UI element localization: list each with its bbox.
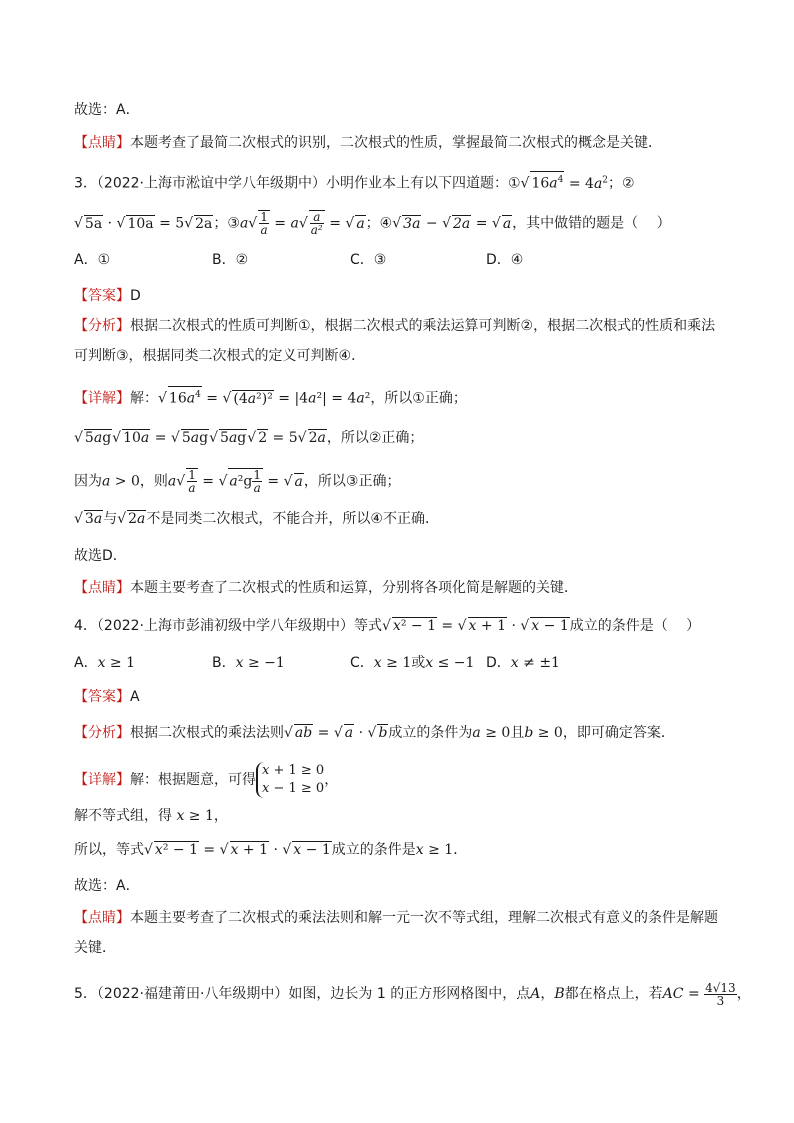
q4-comment-2: 关键． (74, 940, 116, 956)
q3-comment: 【点睛】本题主要考查了二次根式的性质和运算，分别将各项化简是解题的关键． (74, 580, 578, 596)
q3-option-b: B．② (212, 252, 249, 268)
q4-analysis: 【分析】根据二次根式的乘法法则√ ab = √ a · √ b成立的条件为a ≥ 0且b ≥ 0，即可确定答案． (74, 725, 675, 741)
q3-choice: 故选D． (74, 548, 127, 564)
q3-detail-4: √ 3a与√ 2a不是同类二次根式，不能合并，所以④不正确． (74, 511, 439, 527)
q4-stem: 4．（2022·上海市彭浦初级中学八年级期中）等式√ x² − 1 = √ x + 1 · √ x − 1成立的条件是（ ） (74, 618, 701, 634)
inequality-system: x + 1 ≥ 0 x − 1 ≥ 0 (256, 762, 324, 798)
q4-answer: 【答案】A (74, 689, 140, 705)
q3-detail-2: √ 5ag√ 10a = √ 5ag√ 5ag√ 2 = 5√ 2a，所以②正确； (74, 430, 424, 446)
q3-stem-line2: √ 5a · √ 10a = 5√ 2a；③a√ $\frac{1}{a}$ = a√ $\frac{a}{\text{a²}}$ = √ a；④√ 3a − √ 2a = √ a，其中做错的题是（ ） (74, 210, 671, 237)
q3-detail-1: 【详解】解：√ $16a^4$ = √ (4a²)² = |4a²| = 4a²，所以①正确； (74, 386, 467, 409)
q2-choice: 故选：A． (74, 102, 140, 118)
q3-stem-line1: 3．（2022·上海市淞谊中学八年级期中）小明作业本上有以下四道题：①√ $16a^4 = 4a^2$；② (74, 170, 635, 194)
q4-option-c: C．x ≥ 1或x ≤ −1 (350, 655, 475, 671)
q3-detail-3: 因为a > 0，则a√ $\frac{1}{a}$ = √ a²g $\frac{1}{a}$ = √ a，所以③正确； (74, 468, 401, 495)
q4-option-a: A．x ≥ 1 (74, 655, 136, 671)
q5-stem: 5．（2022·福建莆田·八年级期中）如图，边长为 1 的正方形网格图中，点A，B都在格点上，若AC = $\frac{4√13}{3}$ ， (74, 980, 751, 1008)
q3-option-a: A．① (74, 252, 111, 268)
q2-comment: 【点睛】本题考查了最简二次根式的识别，二次根式的性质，掌握最简二次根式的概念是关键． (74, 135, 662, 151)
q4-detail-2: 解不等式组，得 x ≥ 1， (74, 808, 228, 824)
q3-option-d: D．④ (486, 252, 524, 268)
q4-choice: 故选：A． (74, 878, 140, 894)
comment-tag: 【点睛】 (74, 135, 130, 151)
q3-analysis-2: 可判断③，根据同类二次根式的定义可判断④． (74, 348, 366, 364)
q4-option-d: D．x ≠ ±1 (486, 655, 560, 671)
q3-answer: 【答案】D (74, 288, 141, 304)
q3-option-c: C．③ (350, 252, 387, 268)
q3-analysis-1: 【分析】根据二次根式的性质可判断①，根据二次根式的乘法运算可判断②，根据二次根式的性质和乘法 (74, 318, 716, 334)
q4-comment-1: 【点睛】本题主要考查了二次根式的乘法法则和解一元一次不等式组，理解二次根式有意义的条件是解题 (74, 910, 718, 926)
q4-option-b: B．x ≥ −1 (212, 655, 285, 671)
q4-detail-1: 【详解】解：根据题意，可得 x + 1 ≥ 0 x − 1 ≥ 0 ， (74, 763, 339, 796)
q4-detail-3: 所以，等式√ x² − 1 = √ x + 1 · √ x − 1成立的条件是x ≥ 1． (74, 842, 468, 858)
